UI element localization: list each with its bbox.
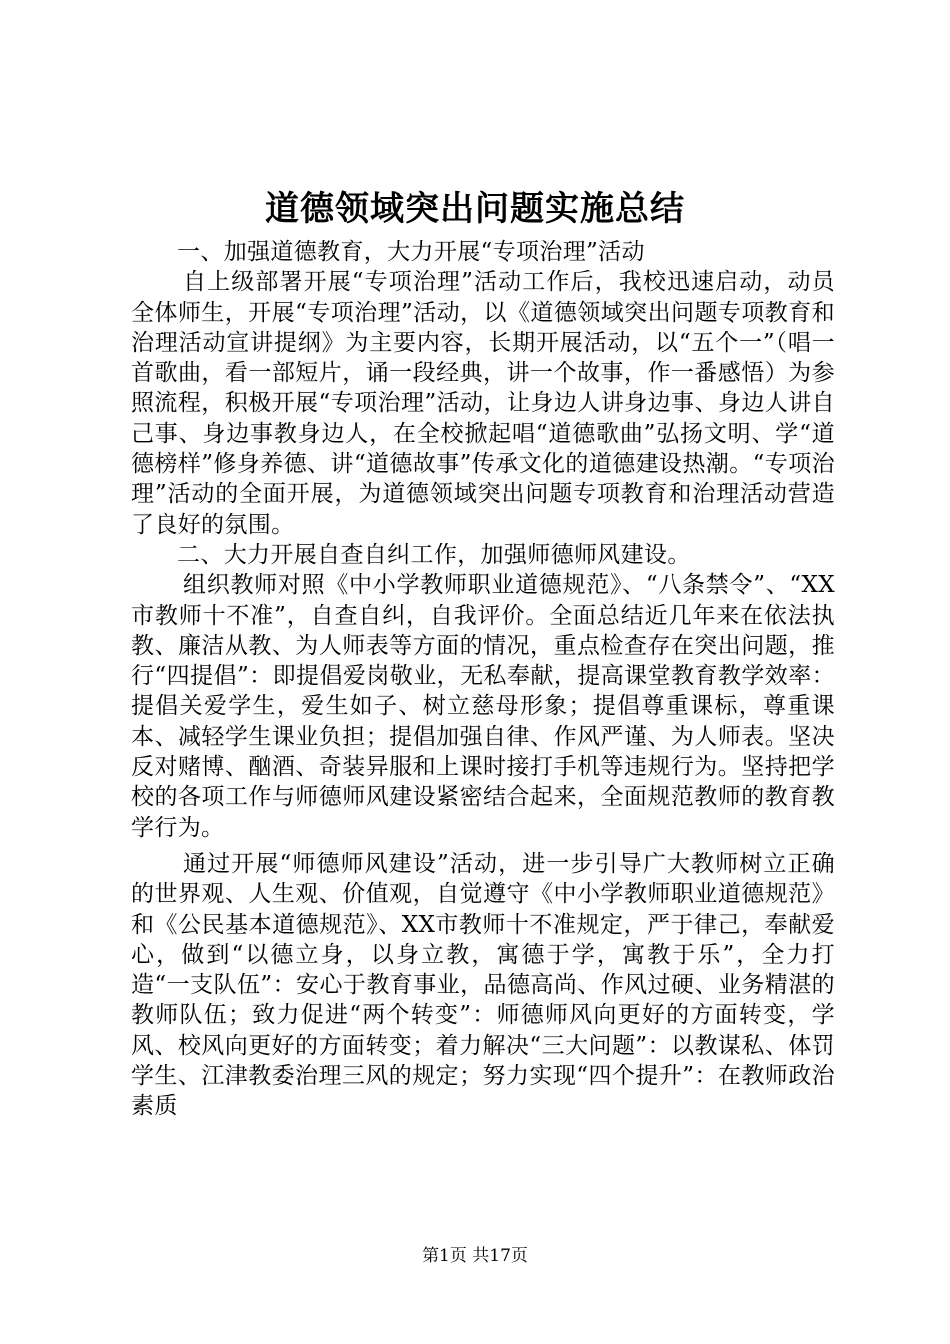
paragraph-2: 组织教师对照《中小学教师职业道德规范》、“八条禁令”、“XX市教师十不准”，自查自纠，自我评价。全面总结近几年来在依法执教、廉洁从教、为人师表等方面的情况，重点检查存在突出问题，推行“四提倡”：即提倡爱岗敬业，无私奉献，提高课堂教育教学效率：提倡关爱学生，爱生如子、树立慈母形象；提倡尊重课标，尊重课本、减轻学生课业负担；提倡加强自律、作风严谨、为人师表。坚决反对赌博、酗酒、奇装异服和上课时接打手机等违规行为。坚持把学校的各项工作与师德师风建设紧密结合起来，全面规范教师的教育教学行为。 — [131, 572, 835, 841]
paragraph-3: 通过开展“师德师风建设”活动，进一步引导广大教师树立正确的世界观、人生观、价值观，自觉遵守《中小学教师职业道德规范》和《公民基本道德规范》、XX市教师十不准规定，严于律己，奉献爱心，做到“以德立身，以身立教，寓德于学，寓教于乐”，全力打造“一支队伍”：安心于教育事业，品德高尚、作风过硬、业务精湛的教师队伍；致力促进“两个转变”：师德师风向更好的方面转变，学风、校风向更好的方面转变；着力解决“三大问题”：以教谋私、体罚学生、江津教委治理三风的规定；努力实现“四个提升”：在教师政治素质 — [131, 850, 835, 1120]
section-heading-1: 一、加强道德教育，大力开展“专项治理”活动 — [177, 239, 645, 265]
page-number-footer: 第1页 共17页 — [422, 1246, 528, 1266]
document-title: 道德领域突出问题实施总结 — [265, 189, 685, 229]
document-body — [131, 237, 835, 1122]
section-heading-2: 二、大力开展自查自纠工作，加强师德师风建设。 — [177, 541, 691, 568]
paragraph-1: 自上级部署开展“专项治理”活动工作后，我校迅速启动，动员全体师生，开展“专项治理”活动，以《道德领域突出问题专项教育和治理活动宣讲提纲》为主要内容，长期开展活动，以“五个一”（唱一首歌曲，看一部短片，诵一段经典，讲一个故事，作一番感悟）为参照流程，积极开展“专项治理”活动，让身边人讲身边事、身边人讲自己事、身边事教身边人，在全校掀起唱“道德歌曲”弘扬文明、学“道德榜样”修身养德、讲“道德故事”传承文化的道德建设热潮。“专项治理”活动的全面开展，为道德领域突出问题专项教育和治理活动营造了良好的氛围。 — [131, 269, 835, 538]
